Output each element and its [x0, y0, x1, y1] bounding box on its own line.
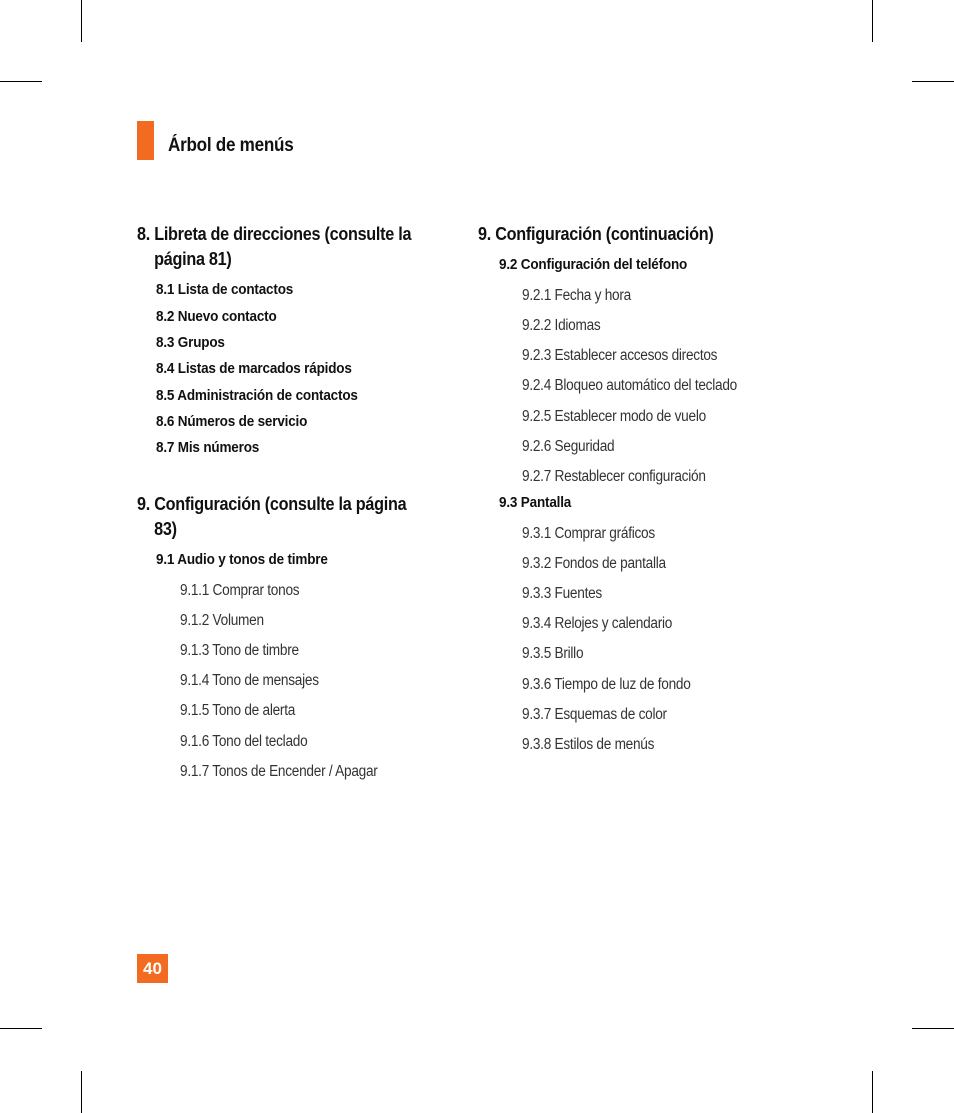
- section-8-heading-line1: 8. Libreta de direcciones (consulte la: [137, 224, 412, 244]
- menu-item: 8.3 Grupos: [156, 334, 225, 351]
- title-accent-bar: [137, 121, 154, 160]
- menu-item: 9.2.2 Idiomas: [522, 317, 601, 334]
- submenu-heading: 9.2 Configuración del teléfono: [499, 256, 688, 273]
- crop-mark: [81, 0, 82, 42]
- crop-mark: [0, 81, 42, 82]
- menu-item: 9.2.4 Bloqueo automático del teclado: [522, 377, 737, 394]
- menu-item: 8.5 Administración de contactos: [156, 387, 358, 404]
- page-number: 40: [137, 954, 168, 983]
- section-9-continued-heading: 9. Configuración (continuación): [478, 224, 714, 244]
- menu-item: 9.3.8 Estilos de menús: [522, 736, 655, 753]
- section-8-heading-line2: página 81): [154, 249, 232, 269]
- menu-item: 9.1.4 Tono de mensajes: [180, 672, 319, 689]
- menu-item: 9.3.4 Relojes y calendario: [522, 615, 673, 632]
- menu-item: 9.1.2 Volumen: [180, 612, 264, 629]
- menu-item: 9.3.2 Fondos de pantalla: [522, 555, 666, 572]
- menu-item: 9.1.7 Tonos de Encender / Apagar: [180, 763, 378, 780]
- menu-item: 9.2.6 Seguridad: [522, 438, 615, 455]
- menu-item: 8.2 Nuevo contacto: [156, 308, 277, 325]
- menu-item: 9.1.3 Tono de timbre: [180, 642, 299, 659]
- menu-item: 9.2.5 Establecer modo de vuelo: [522, 408, 706, 425]
- section-9-heading: [137, 492, 406, 542]
- menu-item: 9.2.3 Establecer accesos directos: [522, 347, 718, 364]
- menu-item: 9.3.5 Brillo: [522, 645, 584, 662]
- menu-item: 9.1.1 Comprar tonos: [180, 582, 300, 599]
- menu-item: 9.3.1 Comprar gráficos: [522, 525, 655, 542]
- crop-mark: [912, 81, 954, 82]
- section-9-heading-line2: 83): [154, 519, 177, 539]
- submenu-heading: 9.1 Audio y tonos de timbre: [156, 551, 328, 568]
- menu-item: 9.3.7 Esquemas de color: [522, 706, 667, 723]
- page-title: Árbol de menús: [168, 135, 294, 156]
- submenu-heading: 9.3 Pantalla: [499, 494, 572, 511]
- menu-item: 9.1.6 Tono del teclado: [180, 733, 308, 750]
- menu-item: 9.2.1 Fecha y hora: [522, 287, 631, 304]
- crop-mark: [81, 1071, 82, 1113]
- section-9-heading-line1: 9. Configuración (consulte la página: [137, 494, 407, 514]
- section-8-heading: [137, 222, 411, 272]
- menu-item: 8.7 Mis números: [156, 439, 260, 456]
- menu-item: 9.2.7 Restablecer configuración: [522, 468, 706, 485]
- crop-mark: [872, 0, 873, 42]
- crop-mark: [912, 1028, 954, 1029]
- menu-item: 8.1 Lista de contactos: [156, 281, 294, 298]
- menu-item: 9.3.3 Fuentes: [522, 585, 602, 602]
- crop-mark: [0, 1028, 42, 1029]
- crop-mark: [872, 1071, 873, 1113]
- menu-item: 8.6 Números de servicio: [156, 413, 308, 430]
- menu-item: 9.3.6 Tiempo de luz de fondo: [522, 676, 691, 693]
- menu-item: 9.1.5 Tono de alerta: [180, 702, 296, 719]
- menu-item: 8.4 Listas de marcados rápidos: [156, 360, 352, 377]
